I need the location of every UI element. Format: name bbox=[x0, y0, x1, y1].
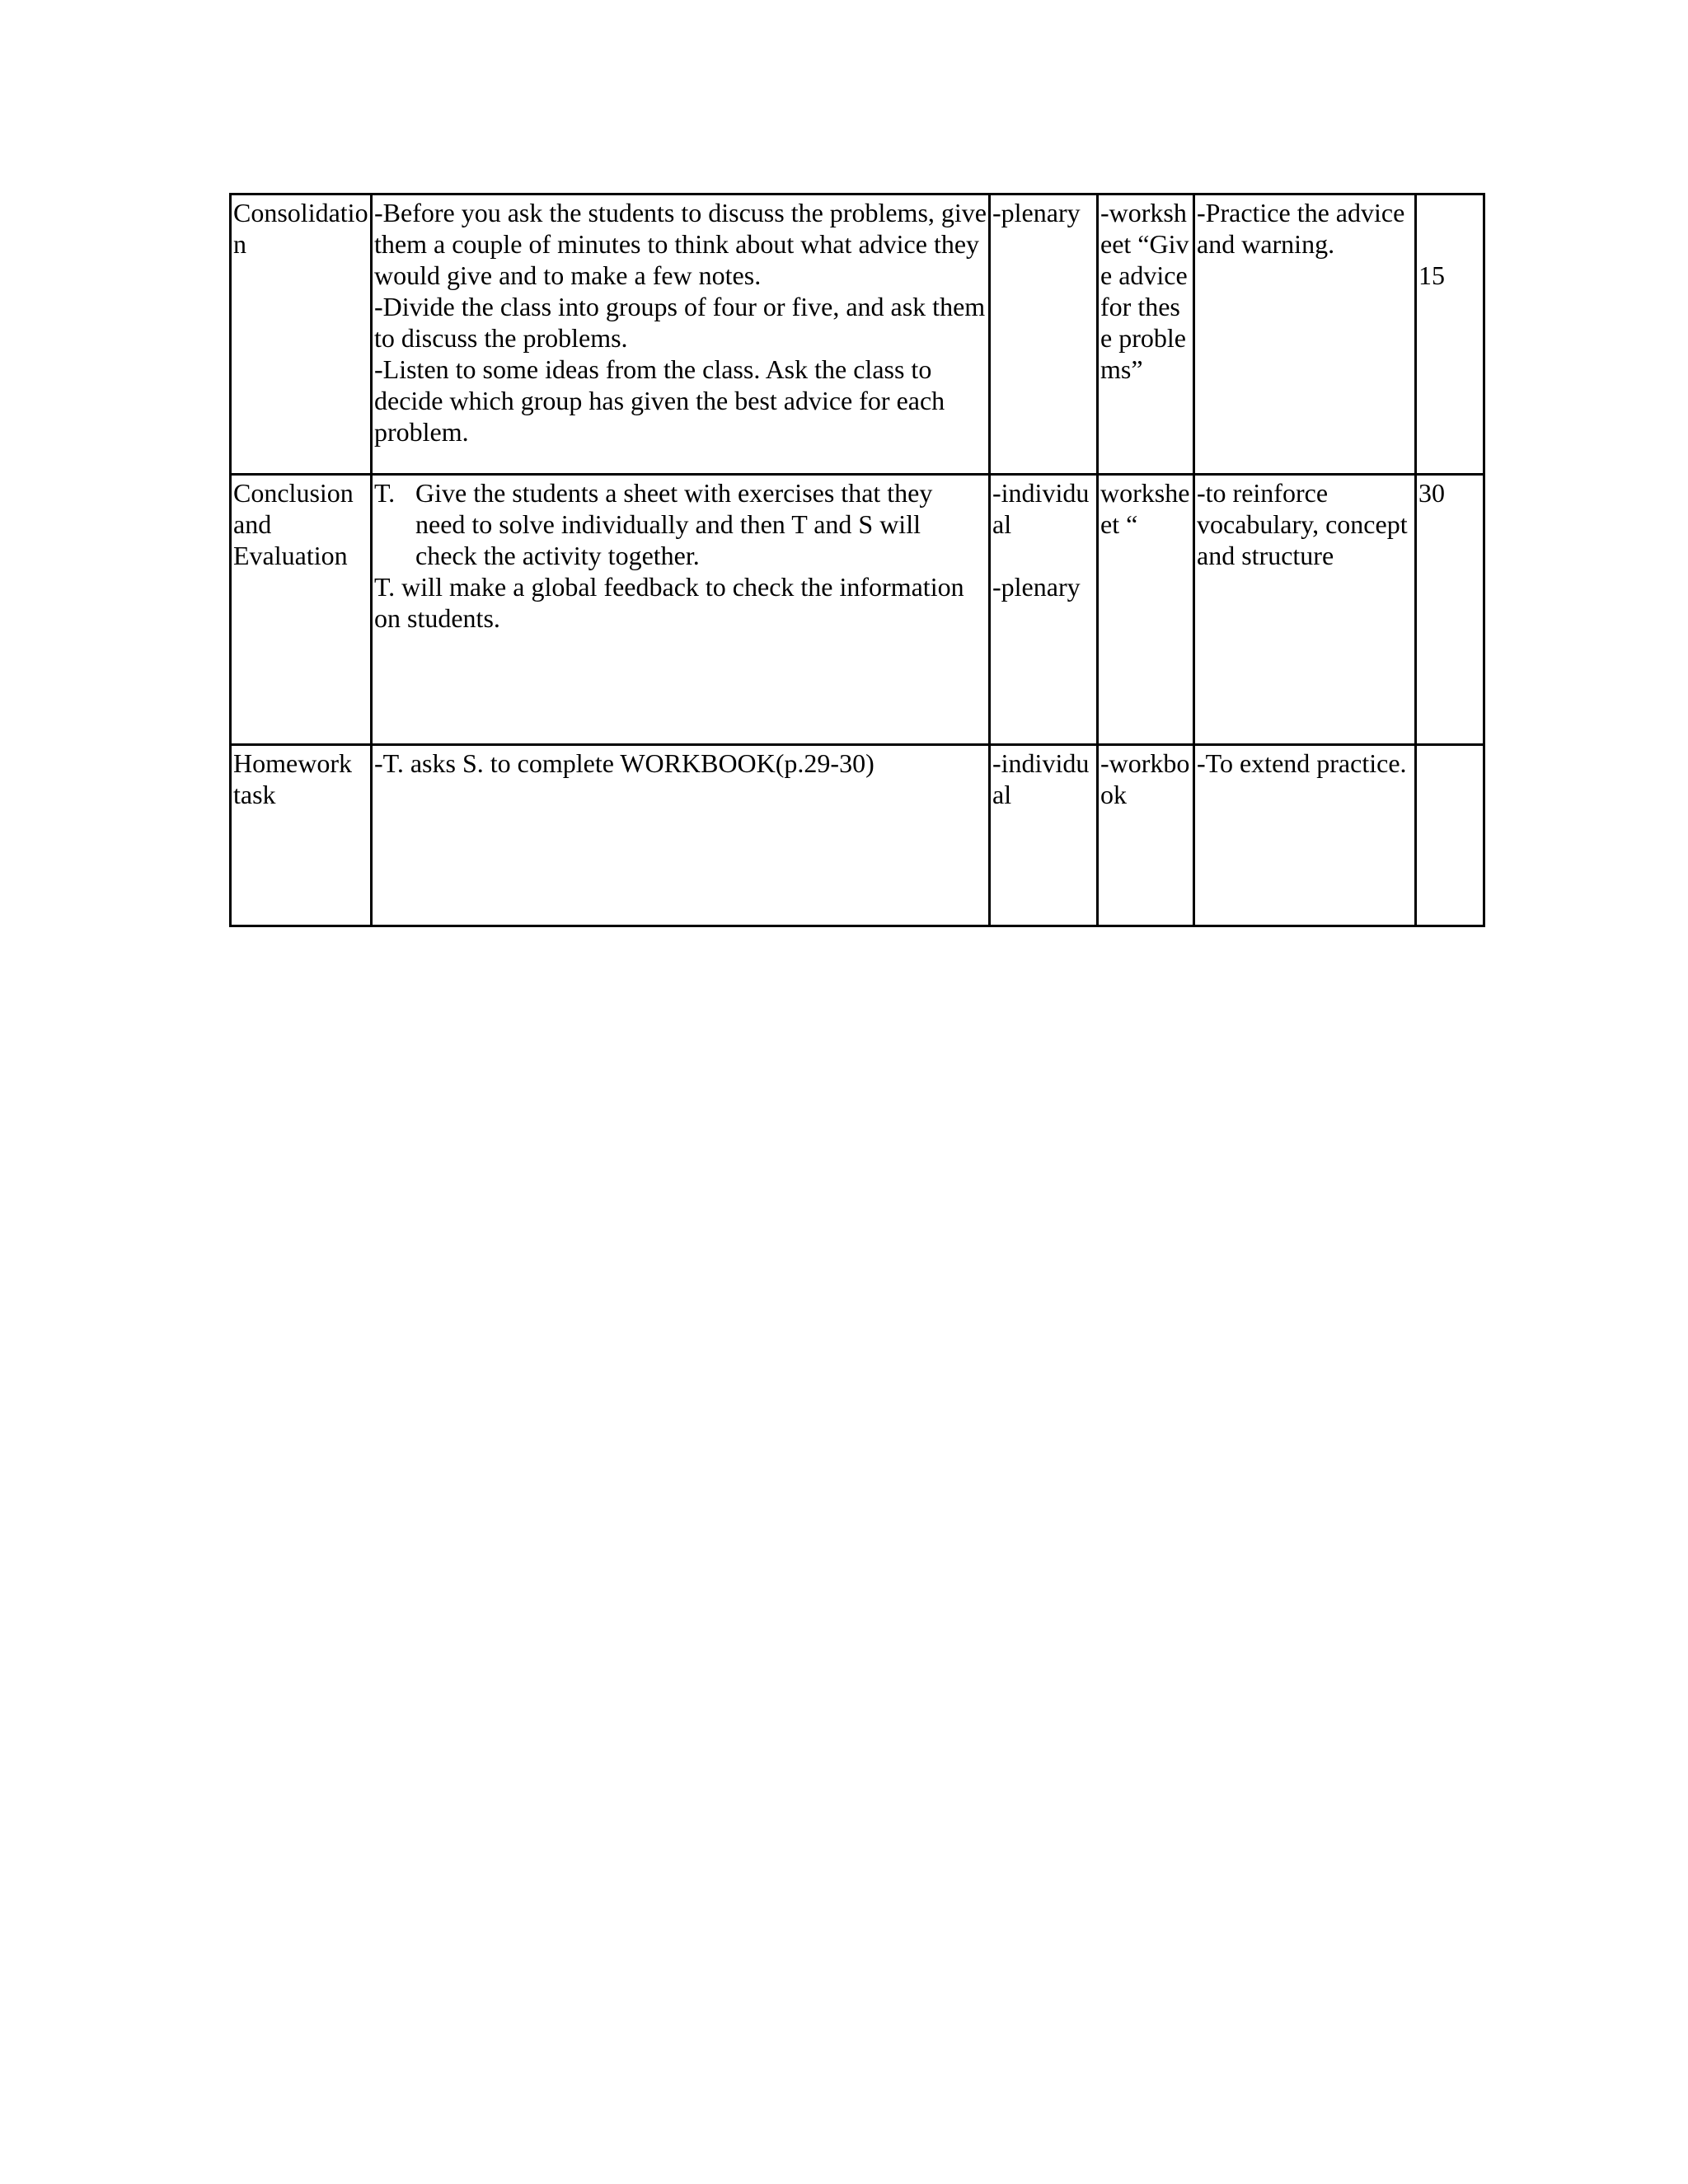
time-cell bbox=[1416, 475, 1484, 745]
stage-label: Conclusion and Evaluation bbox=[233, 478, 354, 570]
stage-label: Homework task bbox=[233, 748, 352, 809]
procedure-paragraph: T. will make a global feedback to check the information on students. bbox=[374, 572, 964, 633]
interaction-cell bbox=[990, 475, 1098, 745]
interaction-text: -plenary bbox=[992, 198, 1081, 227]
aim-text: -to reinforce vocabulary, concept and structure bbox=[1197, 478, 1408, 570]
aim-text: -To extend practice. bbox=[1197, 748, 1407, 778]
procedure-text: -T. asks S. to complete WORKBOOK(p.29-30) bbox=[374, 748, 874, 778]
time-cell bbox=[1416, 194, 1484, 475]
materials-cell bbox=[1098, 745, 1194, 926]
aim-cell bbox=[1194, 745, 1416, 926]
interaction-text: -individual bbox=[992, 748, 1090, 809]
table-row-consolidation bbox=[231, 194, 1484, 475]
stage-cell bbox=[231, 745, 372, 926]
time-value: 15 bbox=[1418, 260, 1445, 290]
interaction-text: -individual bbox=[992, 478, 1090, 539]
stage-label: Consolidation bbox=[233, 198, 368, 259]
interaction-text: -plenary bbox=[992, 572, 1081, 602]
time-cell bbox=[1416, 745, 1484, 926]
interaction-cell bbox=[990, 745, 1098, 926]
materials-cell bbox=[1098, 194, 1194, 475]
time-spacer bbox=[1418, 197, 1481, 260]
stage-cell bbox=[231, 194, 372, 475]
procedure-list-item bbox=[374, 477, 987, 571]
list-item-text: Give the students a sheet with exercises that they need to solve individually and then T and S will check the activity together. bbox=[415, 478, 933, 570]
procedure-cell bbox=[372, 194, 990, 475]
procedure-paragraph: -Listen to some ideas from the class. Ask the class to decide which group has given the best advice for each problem. bbox=[374, 354, 945, 447]
interaction-spacer bbox=[992, 540, 1095, 571]
table-row-homework bbox=[231, 745, 1484, 926]
procedure-cell bbox=[372, 745, 990, 926]
procedure-paragraph: -Before you ask the students to discuss the problems, give them a couple of minutes to think about what advice they would give and to make a few notes. bbox=[374, 198, 987, 290]
table-row-conclusion bbox=[231, 475, 1484, 745]
materials-cell bbox=[1098, 475, 1194, 745]
materials-text: worksheet “ bbox=[1100, 478, 1190, 539]
interaction-cell bbox=[990, 194, 1098, 475]
materials-text: -workbook bbox=[1100, 748, 1190, 809]
procedure-cell bbox=[372, 475, 990, 745]
stage-cell bbox=[231, 475, 372, 745]
aim-text: -Practice the advice and warning. bbox=[1197, 198, 1405, 259]
lesson-plan-table bbox=[229, 193, 1485, 927]
materials-text: -worksheet “Give advice for these problems” bbox=[1100, 198, 1189, 384]
list-marker: T. bbox=[374, 478, 396, 508]
aim-cell bbox=[1194, 475, 1416, 745]
aim-cell bbox=[1194, 194, 1416, 475]
time-value: 30 bbox=[1418, 478, 1445, 508]
procedure-paragraph: -Divide the class into groups of four or five, and ask them to discuss the problems. bbox=[374, 292, 986, 353]
